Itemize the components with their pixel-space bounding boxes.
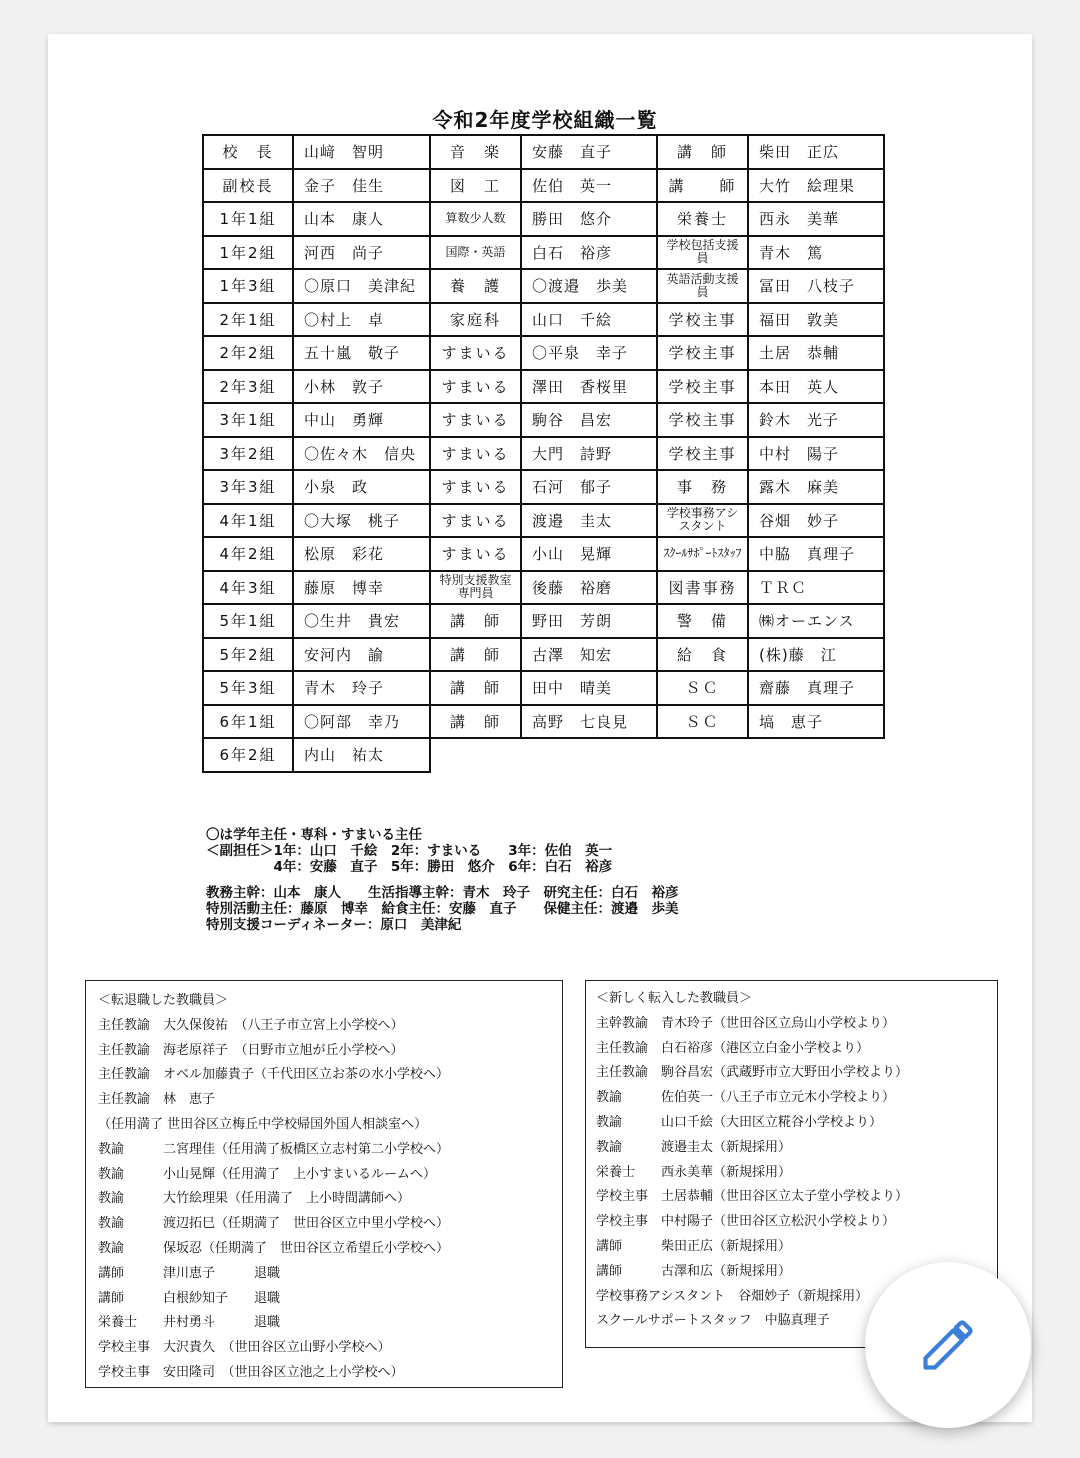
- table-row: [203, 671, 884, 705]
- list-item: 主任教諭 駒谷昌宏（武蔵野市立大野田小学校より）: [596, 1065, 909, 1081]
- table-row: [203, 236, 884, 270]
- list-item: 教諭 小山晃輝（任用満了 上小すまいるルームへ）: [98, 1166, 437, 1182]
- name-cell: 〇佐々木 信央: [293, 437, 430, 471]
- name-cell: 山本 康人: [293, 202, 430, 236]
- list-item: 主任教諭 白石裕彦（港区立白金小学校より）: [596, 1040, 870, 1056]
- name-cell: 冨田 八枝子: [748, 269, 884, 303]
- role-cell: 学校包括支援員: [657, 236, 748, 270]
- role-cell: 講 師: [430, 638, 521, 672]
- name-cell: 小林 敦子: [293, 370, 430, 404]
- name-cell: 勝田 悠介: [521, 202, 657, 236]
- list-item: 学校主事 中村陽子（世田谷区立松沢小学校より）: [596, 1214, 896, 1230]
- role-cell: すまいる: [430, 470, 521, 504]
- role-cell: 家庭科: [430, 303, 521, 337]
- name-cell: 駒谷 昌宏: [521, 403, 657, 437]
- list-item: 講師 柴田正広（新規採用）: [596, 1238, 792, 1254]
- role-cell: 3年1組: [203, 403, 293, 437]
- role-cell: 音 楽: [430, 135, 521, 169]
- role-cell: 図書事務: [657, 571, 748, 605]
- role-cell: すまいる: [430, 437, 521, 471]
- role-cell: 2年1組: [203, 303, 293, 337]
- table-row: [203, 169, 884, 203]
- list-item: 学校主事 土居恭輔（世田谷区立太子堂小学校より）: [596, 1189, 909, 1205]
- role-cell: 3年3組: [203, 470, 293, 504]
- notes-section: [206, 827, 679, 933]
- list-item: 主幹教諭 青木玲子（世田谷区立烏山小学校より）: [596, 1015, 896, 1031]
- list-item: 教諭 佐伯英一（八王子市立元木小学校より）: [596, 1090, 896, 1106]
- role-cell: 特別支援教室専門員: [430, 571, 521, 605]
- name-cell: 石河 郁子: [521, 470, 657, 504]
- list-item: 学校主事 安田隆司 （世田谷区立池之上小学校へ）: [98, 1364, 404, 1380]
- empty-cell: [430, 738, 521, 772]
- role-cell: 学校主事: [657, 437, 748, 471]
- name-cell: 後藤 裕磨: [521, 571, 657, 605]
- list-item: 主任教諭 オベル加藤貴子（千代田区立お茶の水小学校へ）: [98, 1067, 450, 1083]
- table-row: [203, 571, 884, 605]
- role-cell: 6年1組: [203, 705, 293, 739]
- name-cell: 金子 佳生: [293, 169, 430, 203]
- role-cell: 学校事務アシスタント: [657, 504, 748, 538]
- name-cell: 塙 恵子: [748, 705, 884, 739]
- name-cell: 大竹 絵理果: [748, 169, 884, 203]
- role-cell: 6年2組: [203, 738, 293, 772]
- table-row: [203, 303, 884, 337]
- table-row: [203, 537, 884, 571]
- role-cell: 5年3組: [203, 671, 293, 705]
- name-cell: ㈱オーエンス: [748, 604, 884, 638]
- name-cell: 安藤 直子: [521, 135, 657, 169]
- note-line: 4年：安藤 直子 5年：勝田 悠介 6年：白石 裕彦: [206, 859, 613, 875]
- name-cell: 白石 裕彦: [521, 236, 657, 270]
- list-item: 講師 白根紗知子 退職: [98, 1290, 281, 1306]
- role-cell: 4年3組: [203, 571, 293, 605]
- list-item: 教諭 二宮理佳（任用満了板橋区立志村第二小学校へ）: [98, 1141, 450, 1157]
- list-item: スクールサポートスタッフ 中脇真理子: [596, 1313, 830, 1329]
- organization-table: [202, 134, 885, 773]
- role-cell: 5年1組: [203, 604, 293, 638]
- name-cell: 本田 英人: [748, 370, 884, 404]
- role-cell: 学校主事: [657, 403, 748, 437]
- name-cell: 山﨑 智明: [293, 135, 430, 169]
- name-cell: 山口 千絵: [521, 303, 657, 337]
- role-cell: 校 長: [203, 135, 293, 169]
- name-cell: 内山 祐太: [293, 738, 430, 772]
- name-cell: 青木 玲子: [293, 671, 430, 705]
- role-cell: すまいる: [430, 537, 521, 571]
- role-cell: 養 護: [430, 269, 521, 303]
- role-cell: 副校長: [203, 169, 293, 203]
- name-cell: 谷畑 妙子: [748, 504, 884, 538]
- role-cell: 国際・英語: [430, 236, 521, 270]
- name-cell: 大門 詩野: [521, 437, 657, 471]
- departed-staff-box: [85, 980, 563, 1388]
- name-cell: 西永 美華: [748, 202, 884, 236]
- document-title: 令和2年度学校組織一覧: [432, 108, 658, 132]
- note-line: ＜副担任＞1年：山口 千絵 2年：すまいる 3年：佐伯 英一: [206, 843, 613, 859]
- role-cell: ＳＣ: [657, 671, 748, 705]
- name-cell: 藤原 博幸: [293, 571, 430, 605]
- name-cell: 露木 麻美: [748, 470, 884, 504]
- list-item: 主任教諭 海老原祥子 （日野市立旭が丘小学校へ）: [98, 1042, 404, 1058]
- role-cell: 5年2組: [203, 638, 293, 672]
- role-cell: 2年3組: [203, 370, 293, 404]
- note-line: 特別活動主任：藤原 博幸 給食主任：安藤 直子 保健主任：渡邉 歩美: [206, 901, 679, 917]
- name-cell: 齋藤 真理子: [748, 671, 884, 705]
- name-cell: 澤田 香桜里: [521, 370, 657, 404]
- name-cell: 福田 敦美: [748, 303, 884, 337]
- empty-cell: [521, 738, 657, 772]
- name-cell: 〇大塚 桃子: [293, 504, 430, 538]
- role-cell: 学校主事: [657, 336, 748, 370]
- name-cell: ＴＲＣ: [748, 571, 884, 605]
- table-row: [203, 470, 884, 504]
- note-line: 特別支援コーディネーター：原口 美津紀: [206, 917, 462, 933]
- name-cell: 佐伯 英一: [521, 169, 657, 203]
- name-cell: 小山 晃輝: [521, 537, 657, 571]
- role-cell: ｽｸｰﾙｻﾎﾟｰﾄｽﾀｯﾌ: [657, 537, 748, 571]
- role-cell: 講 師: [657, 169, 748, 203]
- name-cell: 〇渡邉 歩美: [521, 269, 657, 303]
- table-row: [203, 437, 884, 471]
- departed-heading: ＜転退職した教職員＞: [98, 993, 229, 1008]
- role-cell: 学校主事: [657, 303, 748, 337]
- name-cell: 田中 晴美: [521, 671, 657, 705]
- role-cell: すまいる: [430, 504, 521, 538]
- name-cell: 〇村上 卓: [293, 303, 430, 337]
- name-cell: 〇原口 美津紀: [293, 269, 430, 303]
- role-cell: 4年1組: [203, 504, 293, 538]
- role-cell: 1年1組: [203, 202, 293, 236]
- role-cell: 3年2組: [203, 437, 293, 471]
- name-cell: 安河内 諭: [293, 638, 430, 672]
- table-row: [203, 705, 884, 739]
- role-cell: 講 師: [430, 705, 521, 739]
- note-line: [206, 875, 679, 885]
- name-cell: 高野 七良見: [521, 705, 657, 739]
- role-cell: 講 師: [657, 135, 748, 169]
- name-cell: 〇阿部 幸乃: [293, 705, 430, 739]
- table-row: [203, 403, 884, 437]
- name-cell: 古澤 知宏: [521, 638, 657, 672]
- list-item: 教諭 大竹絵理果（任用満了 上小時間講師へ）: [98, 1191, 411, 1207]
- role-cell: 1年3組: [203, 269, 293, 303]
- table-row: [203, 504, 884, 538]
- role-cell: 図 工: [430, 169, 521, 203]
- role-cell: 講 師: [430, 671, 521, 705]
- role-cell: すまいる: [430, 403, 521, 437]
- empty-cell: [748, 738, 884, 772]
- name-cell: 青木 篤: [748, 236, 884, 270]
- list-item: 教諭 保坂忍（任期満了 世田谷区立希望丘小学校へ）: [98, 1240, 450, 1256]
- list-item: 教諭 渡辺拓巳（任期満了 世田谷区立中里小学校へ）: [98, 1216, 450, 1232]
- name-cell: 中山 勇輝: [293, 403, 430, 437]
- name-cell: 松原 彩花: [293, 537, 430, 571]
- role-cell: 2年2組: [203, 336, 293, 370]
- name-cell: 五十嵐 敬子: [293, 336, 430, 370]
- name-cell: 〇生井 貴宏: [293, 604, 430, 638]
- note-line: 〇は学年主任・専科・すまいる主任: [206, 827, 422, 843]
- name-cell: 小泉 政: [293, 470, 430, 504]
- list-item: 栄養士 西永美華（新規採用）: [596, 1164, 792, 1180]
- list-item: 主任教諭 林 恵子: [98, 1092, 216, 1108]
- role-cell: 4年2組: [203, 537, 293, 571]
- table-row: [203, 336, 884, 370]
- list-item: 教諭 山口千絵（大田区立糀谷小学校より）: [596, 1114, 883, 1130]
- role-cell: すまいる: [430, 336, 521, 370]
- table-row: [203, 638, 884, 672]
- name-cell: 土居 恭輔: [748, 336, 884, 370]
- table-row: [203, 269, 884, 303]
- name-cell: 河西 尚子: [293, 236, 430, 270]
- pencil-edit-icon: [918, 1315, 978, 1375]
- name-cell: 柴田 正広: [748, 135, 884, 169]
- table-row: [203, 738, 884, 772]
- list-item: 学校主事 大沢貴久 （世田谷区立山野小学校へ）: [98, 1340, 391, 1356]
- edit-fab-button[interactable]: [865, 1262, 1031, 1428]
- list-item: （任用満了 世田谷区立梅丘中学校帰国外国人相談室へ）: [98, 1116, 428, 1132]
- role-cell: 講 師: [430, 604, 521, 638]
- list-item: 栄養士 井村勇斗 退職: [98, 1315, 281, 1331]
- name-cell: 中村 陽子: [748, 437, 884, 471]
- list-item: 講師 古澤和広（新規採用）: [596, 1263, 792, 1279]
- role-cell: 栄養士: [657, 202, 748, 236]
- name-cell: (株)藤 江: [748, 638, 884, 672]
- table-row: [203, 135, 884, 169]
- role-cell: 事 務: [657, 470, 748, 504]
- list-item: 学校事務アシスタント 谷畑妙子（新規採用）: [596, 1288, 869, 1304]
- role-cell: 学校主事: [657, 370, 748, 404]
- table-row: [203, 202, 884, 236]
- role-cell: 算数少人数: [430, 202, 521, 236]
- list-item: 講師 津川恵子 退職: [98, 1265, 281, 1281]
- name-cell: 〇平泉 幸子: [521, 336, 657, 370]
- role-cell: すまいる: [430, 370, 521, 404]
- table-row: [203, 370, 884, 404]
- role-cell: 英語活動支援員: [657, 269, 748, 303]
- name-cell: 野田 芳朗: [521, 604, 657, 638]
- role-cell: 1年2組: [203, 236, 293, 270]
- name-cell: 渡邉 圭太: [521, 504, 657, 538]
- list-item: 主任教諭 大久保俊祐 （八王子市立宮上小学校へ）: [98, 1017, 404, 1033]
- arrived-heading: ＜新しく転入した教職員＞: [596, 991, 753, 1006]
- role-cell: 警 備: [657, 604, 748, 638]
- name-cell: 鈴木 光子: [748, 403, 884, 437]
- role-cell: ＳＣ: [657, 705, 748, 739]
- table-row: [203, 604, 884, 638]
- role-cell: 給 食: [657, 638, 748, 672]
- name-cell: 中脇 真理子: [748, 537, 884, 571]
- list-item: 教諭 渡邉圭太（新規採用）: [596, 1139, 792, 1155]
- empty-cell: [657, 738, 748, 772]
- note-line: 教務主幹：山本 康人 生活指導主幹：青木 玲子 研究主任：白石 裕彦: [206, 885, 679, 901]
